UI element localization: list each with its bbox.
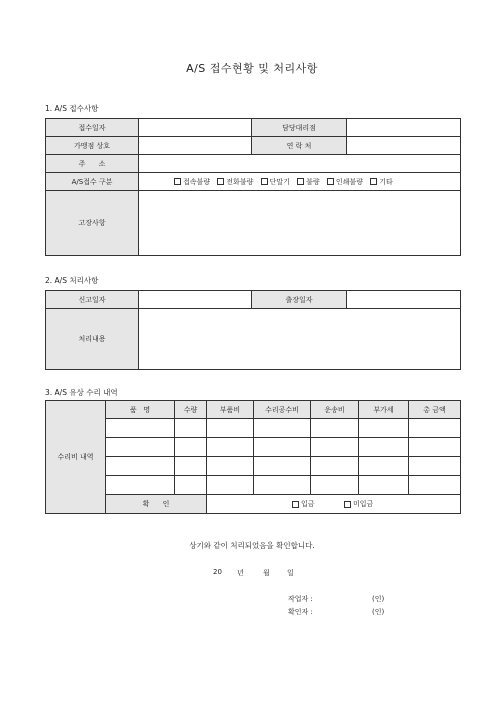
table-cell[interactable] xyxy=(106,438,175,457)
checker-seal: (인) xyxy=(372,608,385,616)
category-label: A/S접수 구분 xyxy=(46,173,139,191)
table-cell[interactable] xyxy=(409,476,461,495)
table-cell[interactable] xyxy=(175,419,207,438)
confirm-label: 확 인 xyxy=(106,495,207,514)
column-header: 수리공수비 xyxy=(254,401,311,419)
date-month-label: 월 xyxy=(263,569,270,577)
agent-label: 담당대리점 xyxy=(252,119,347,137)
column-header: 총 금액 xyxy=(409,401,461,419)
column-header: 운송비 xyxy=(311,401,359,419)
repair-cost-label: 수리비 내역 xyxy=(46,401,106,514)
table-cell[interactable] xyxy=(254,438,311,457)
table-row xyxy=(46,457,461,476)
option-label: 접속불량 xyxy=(183,177,211,186)
checkbox[interactable] xyxy=(297,178,304,185)
table-cell[interactable] xyxy=(207,476,254,495)
checkbox[interactable] xyxy=(292,501,299,508)
table-cell[interactable] xyxy=(359,419,409,438)
address-field[interactable] xyxy=(139,155,461,173)
table-row xyxy=(46,476,461,495)
table-cell[interactable] xyxy=(409,419,461,438)
checkbox[interactable] xyxy=(327,178,334,185)
checkbox[interactable] xyxy=(174,178,181,185)
checkbox[interactable] xyxy=(370,178,377,185)
category-options xyxy=(139,173,461,191)
table-cell[interactable] xyxy=(106,419,175,438)
table-cell[interactable] xyxy=(359,438,409,457)
table-cell[interactable] xyxy=(409,457,461,476)
details-label: 처리내용 xyxy=(46,309,139,370)
contact-field[interactable] xyxy=(347,137,461,155)
option-label: 불량 xyxy=(306,177,320,186)
date-day-label: 일 xyxy=(287,569,294,577)
processing-table xyxy=(45,290,461,370)
column-header: 부가세 xyxy=(359,401,409,419)
option-label: 전화불량 xyxy=(226,177,254,186)
visit-date-field[interactable] xyxy=(347,291,461,309)
receipt-date-label: 접수일자 xyxy=(46,119,139,137)
table-cell[interactable] xyxy=(254,476,311,495)
table-cell[interactable] xyxy=(359,476,409,495)
repair-cost-table xyxy=(45,400,461,514)
deposit-label: 입금 xyxy=(301,500,315,508)
table-cell[interactable] xyxy=(311,419,359,438)
store-name-label: 가맹점 상호 xyxy=(46,137,139,155)
section3-heading: 3. A/S 유상 수리 내역 xyxy=(45,388,118,397)
details-field[interactable] xyxy=(139,309,461,370)
option-label: 인쇄불량 xyxy=(335,177,363,186)
table-row xyxy=(46,438,461,457)
agent-field[interactable] xyxy=(347,119,461,137)
table-cell[interactable] xyxy=(175,457,207,476)
section2-heading: 2. A/S 처리사항 xyxy=(45,276,99,285)
date-year-prefix: 20 xyxy=(213,568,222,576)
option-label: 단말기 xyxy=(269,177,290,186)
table-cell[interactable] xyxy=(207,457,254,476)
confirmation-statement: 상기와 같이 처리되었음을 확인합니다. xyxy=(189,541,315,550)
table-cell[interactable] xyxy=(175,438,207,457)
worker-seal: (인) xyxy=(372,595,385,603)
table-cell[interactable] xyxy=(311,476,359,495)
receipt-table xyxy=(45,118,461,256)
column-header: 수량 xyxy=(175,401,207,419)
table-cell[interactable] xyxy=(207,438,254,457)
checkbox[interactable] xyxy=(344,501,351,508)
page-title: A/S 접수현황 및 처리사항 xyxy=(186,62,318,75)
table-cell[interactable] xyxy=(311,457,359,476)
table-cell[interactable] xyxy=(175,476,207,495)
checker-label: 확인자 : xyxy=(288,608,313,616)
table-cell[interactable] xyxy=(106,457,175,476)
visit-date-label: 출장일자 xyxy=(252,291,347,309)
address-label: 주 소 xyxy=(46,155,139,173)
report-date-field[interactable] xyxy=(139,291,252,309)
receipt-date-field[interactable] xyxy=(139,119,252,137)
date-year-label: 년 xyxy=(237,569,244,577)
table-cell[interactable] xyxy=(311,438,359,457)
checkbox[interactable] xyxy=(217,178,224,185)
table-cell[interactable] xyxy=(254,419,311,438)
checkbox[interactable] xyxy=(261,178,268,185)
worker-label: 작업자 : xyxy=(288,595,313,603)
store-name-field[interactable] xyxy=(139,137,252,155)
fault-field[interactable] xyxy=(139,191,461,256)
table-cell[interactable] xyxy=(106,476,175,495)
section1-heading: 1. A/S 접수사항 xyxy=(45,104,99,113)
column-header: 부품비 xyxy=(207,401,254,419)
option-label: 기타 xyxy=(379,177,393,186)
deposit-options xyxy=(207,495,461,514)
table-cell[interactable] xyxy=(207,419,254,438)
table-cell[interactable] xyxy=(409,438,461,457)
fault-label: 고장사항 xyxy=(46,191,139,256)
table-row xyxy=(46,419,461,438)
report-date-label: 신고일자 xyxy=(46,291,139,309)
table-cell[interactable] xyxy=(359,457,409,476)
table-cell[interactable] xyxy=(254,457,311,476)
column-header: 품 명 xyxy=(106,401,175,419)
not-deposited-label: 미입금 xyxy=(353,500,374,508)
contact-label: 연 락 처 xyxy=(252,137,347,155)
